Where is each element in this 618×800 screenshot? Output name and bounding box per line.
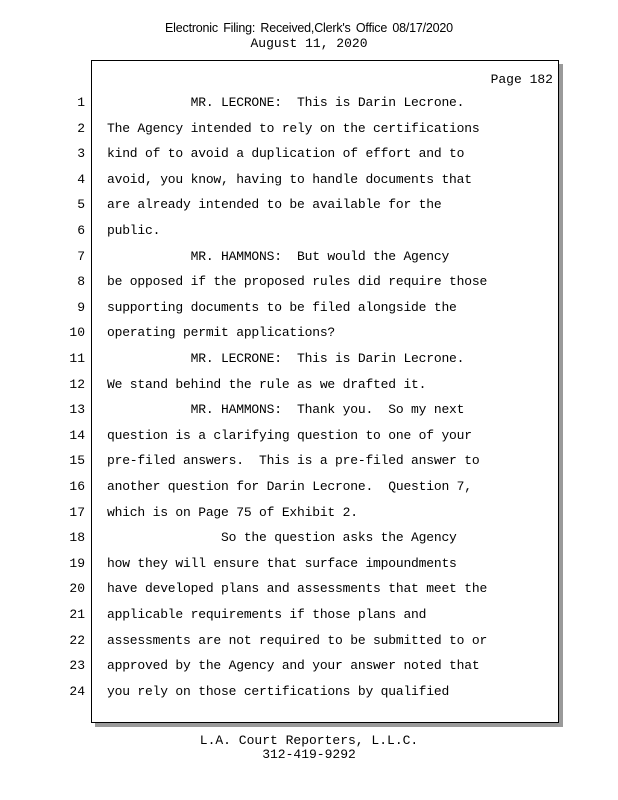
transcript-line-text: operating permit applications?: [107, 325, 336, 341]
transcript-line-text: supporting documents to be filed alongside the: [107, 299, 457, 315]
filing-stamp: Electronic Filing: Received,Clerk's Office 08/17/2020: [165, 21, 453, 35]
line-number: 14: [69, 427, 85, 443]
transcript-line-text: assessments are not required to be submitted to or: [107, 632, 488, 648]
line-number: 11: [69, 351, 85, 366]
transcript-line-text: We stand behind the rule as we drafted it.: [107, 376, 427, 392]
transcript-line-text: you rely on those certifications by qualified: [107, 683, 450, 699]
line-number: 3: [77, 146, 85, 162]
transcript-line-text: another question for Darin Lecrone. Question 7,: [107, 479, 472, 494]
line-number: 19: [69, 555, 85, 571]
transcript-date: August 11, 2020: [250, 36, 368, 51]
transcript-line-text: MR. LECRONE: This is Darin Lecrone.: [107, 95, 465, 110]
line-number: 21: [69, 607, 85, 622]
line-number: 5: [77, 197, 85, 213]
line-number: 20: [69, 581, 85, 597]
transcript-line-text: applicable requirements if those plans and: [107, 607, 427, 622]
transcript-line-text: kind of to avoid a duplication of effort and to: [107, 146, 465, 162]
line-number: 24: [69, 683, 85, 699]
line-number: 2: [77, 120, 85, 136]
line-number: 13: [69, 402, 85, 418]
line-number: 4: [77, 171, 85, 187]
transcript-line-text: avoid, you know, having to handle documents that: [107, 171, 472, 187]
line-number: 18: [69, 530, 85, 546]
transcript-line-text: MR. HAMMONS: Thank you. So my next: [107, 402, 465, 418]
transcript-line-text: So the question asks the Agency: [107, 530, 457, 546]
transcript-line-text: are already intended to be available for the: [107, 197, 442, 213]
reporter-company: L.A. Court Reporters, L.L.C.: [199, 733, 419, 748]
line-number: 10: [69, 325, 85, 341]
line-number: 12: [69, 376, 85, 392]
transcript-line-text: have developed plans and assessments that meet the: [107, 581, 488, 597]
transcript-line-text: how they will ensure that surface impoundments: [107, 555, 457, 571]
transcript-line-text: approved by the Agency and your answer noted that: [107, 658, 480, 674]
transcript-line-text: question is a clarifying question to one of your: [107, 427, 472, 443]
line-number: 17: [69, 504, 85, 520]
line-number: 7: [77, 248, 85, 264]
page-number: Page 182: [490, 72, 553, 87]
transcript-line-text: pre-filed answers. This is a pre-filed answer to: [107, 453, 480, 469]
line-number: 8: [77, 274, 85, 290]
transcript-line-text: MR. HAMMONS: But would the Agency: [107, 248, 450, 264]
line-number: 22: [69, 632, 85, 648]
transcript-line-text: The Agency intended to rely on the certifications: [107, 120, 480, 136]
line-number: 1: [77, 95, 85, 110]
transcript-line-text: which is on Page 75 of Exhibit 2.: [107, 504, 358, 520]
line-number: 15: [69, 453, 85, 469]
transcript-line-text: MR. LECRONE: This is Darin Lecrone.: [107, 351, 465, 366]
line-number: 16: [69, 479, 85, 494]
transcript-line-text: public.: [107, 223, 161, 238]
line-number: 9: [77, 299, 85, 315]
reporter-phone: 312-419-9292: [262, 747, 356, 762]
line-number: 23: [69, 658, 85, 674]
line-number: 6: [77, 223, 85, 238]
transcript-line-text: be opposed if the proposed rules did require those: [107, 274, 488, 290]
